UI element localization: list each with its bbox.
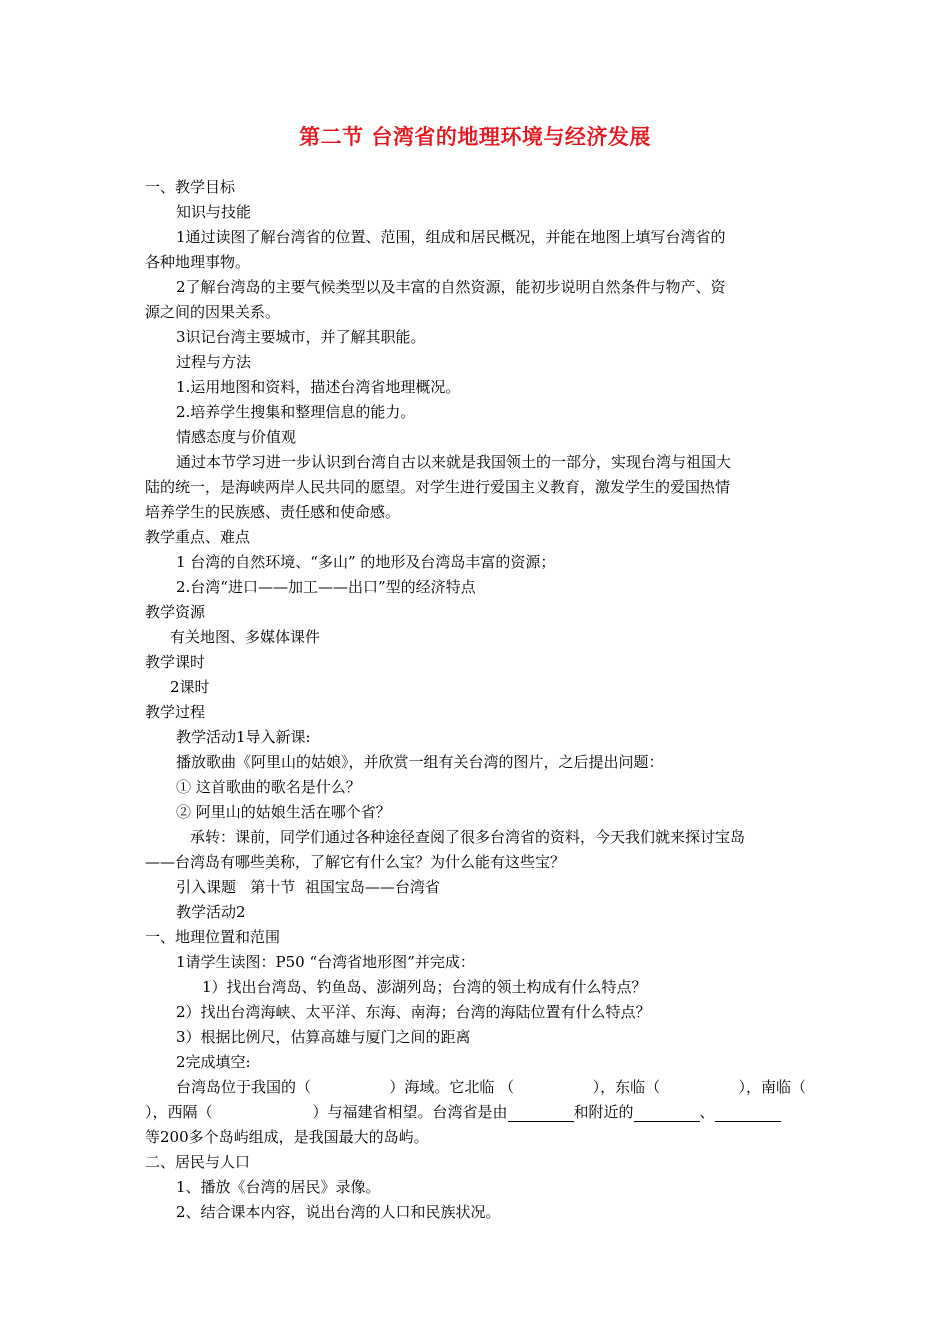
subheading: 教学活动2 bbox=[176, 903, 246, 921]
paragraph-line: 引入课题 第十节 祖国宝岛——台湾省 bbox=[176, 878, 440, 896]
section-heading: 教学过程 bbox=[145, 703, 206, 721]
section-heading: 教学资源 bbox=[145, 603, 206, 621]
fill-text: ）海域。它北临 （ bbox=[389, 1078, 515, 1096]
subheading: 过程与方法 bbox=[176, 353, 252, 371]
section-heading: 一、教学目标 bbox=[145, 178, 236, 196]
paragraph-line: 2完成填空: bbox=[176, 1053, 251, 1071]
fill-blank-line bbox=[145, 1102, 807, 1122]
answer-blank[interactable] bbox=[715, 1107, 781, 1122]
page-title: 第二节 台湾省的地理环境与经济发展 bbox=[299, 124, 651, 149]
paragraph-line: 3识记台湾主要城市，并了解其职能。 bbox=[176, 328, 426, 346]
paragraph-line: 培养学生的民族感、责任感和使命感。 bbox=[145, 503, 401, 521]
paragraph-line: 1请学生读图：P50 “台湾省地形图”并完成： bbox=[176, 953, 475, 971]
paragraph-line: 通过本节学习进一步认识到台湾自古以来就是我国领土的一部分，实现台湾与祖国大 bbox=[176, 453, 732, 471]
fill-text: ），南临（ bbox=[738, 1078, 806, 1096]
paragraph-line: 1.运用地图和资料，描述台湾省地理概况。 bbox=[176, 378, 461, 396]
paragraph-line: ——台湾岛有哪些美称，了解它有什么宝？为什么能有这些宝？ bbox=[145, 853, 566, 871]
paragraph-line: 播放歌曲《阿里山的姑娘》，并欣赏一组有关台湾的图片，之后提出问题： bbox=[176, 753, 664, 771]
question-line: ② 阿里山的姑娘生活在哪个省？ bbox=[176, 803, 391, 821]
subheading: 情感态度与价值观 bbox=[176, 428, 297, 446]
paragraph-line: 2课时 bbox=[170, 678, 210, 696]
paragraph-line: 2了解台湾岛的主要气候类型以及丰富的自然资源，能初步说明自然条件与物产、资 bbox=[176, 278, 726, 296]
fill-blank-line bbox=[176, 1077, 806, 1097]
paragraph-line: 1、播放《台湾的居民》录像。 bbox=[176, 1178, 381, 1196]
paragraph-line: 陆的统一，是海峡两岸人民共同的愿望。对学生进行爱国主义教育，激发学生的爱国热情 bbox=[145, 478, 731, 496]
paragraph-line: 1 台湾的自然环境、“多山” 的地形及台湾岛丰富的资源； bbox=[176, 553, 556, 571]
fill-text: 、 bbox=[699, 1103, 715, 1121]
subheading: 知识与技能 bbox=[176, 203, 252, 221]
paragraph-line: 1通过读图了解台湾省的位置、范围，组成和居民概况，并能在地图上填写台湾省的 bbox=[176, 228, 726, 246]
question-line: ① 这首歌曲的歌名是什么？ bbox=[176, 778, 361, 796]
paragraph-line: 2、结合课本内容，说出台湾的人口和民族状况。 bbox=[176, 1203, 501, 1221]
paragraph-line: 承转：课前，同学们通过各种途径查阅了很多台湾省的资料，今天我们就来探讨宝岛 bbox=[190, 828, 746, 846]
section-heading: 教学课时 bbox=[145, 653, 206, 671]
question-line: 1）找出台湾岛、钓鱼岛、澎湖列岛；台湾的领土构成有什么特点？ bbox=[202, 978, 647, 996]
question-line: 2）找出台湾海峡、太平洋、东海、南海；台湾的海陆位置有什么特点？ bbox=[176, 1003, 651, 1021]
section-heading: 教学重点、难点 bbox=[145, 528, 251, 546]
section-heading: 二、居民与人口 bbox=[145, 1153, 251, 1171]
paragraph-line: 源之间的因果关系。 bbox=[145, 303, 281, 321]
fill-text: 台湾岛位于我国的（ bbox=[176, 1078, 312, 1096]
answer-blank[interactable] bbox=[508, 1107, 574, 1122]
fill-text: ）与福建省相望。台湾省是由 bbox=[312, 1103, 508, 1121]
fill-blank-line: 等200多个岛屿组成，是我国最大的岛屿。 bbox=[145, 1128, 429, 1146]
question-line: 3）根据比例尺，估算高雄与厦门之间的距离 bbox=[176, 1028, 471, 1046]
fill-text: ），东临（ bbox=[592, 1078, 661, 1096]
answer-blank[interactable] bbox=[634, 1107, 700, 1122]
paragraph-line: 2.培养学生搜集和整理信息的能力。 bbox=[176, 403, 416, 421]
fill-text: 和附近的 bbox=[573, 1103, 634, 1121]
subheading: 教学活动1导入新课: bbox=[176, 728, 311, 746]
section-heading: 一、地理位置和范围 bbox=[145, 928, 281, 946]
paragraph-line: 各种地理事物。 bbox=[145, 253, 251, 271]
paragraph-line: 2.台湾“进口——加工——出口”型的经济特点 bbox=[176, 578, 476, 596]
paragraph-line: 有关地图、多媒体课件 bbox=[170, 628, 321, 646]
fill-text: ），西隔（ bbox=[145, 1103, 213, 1121]
